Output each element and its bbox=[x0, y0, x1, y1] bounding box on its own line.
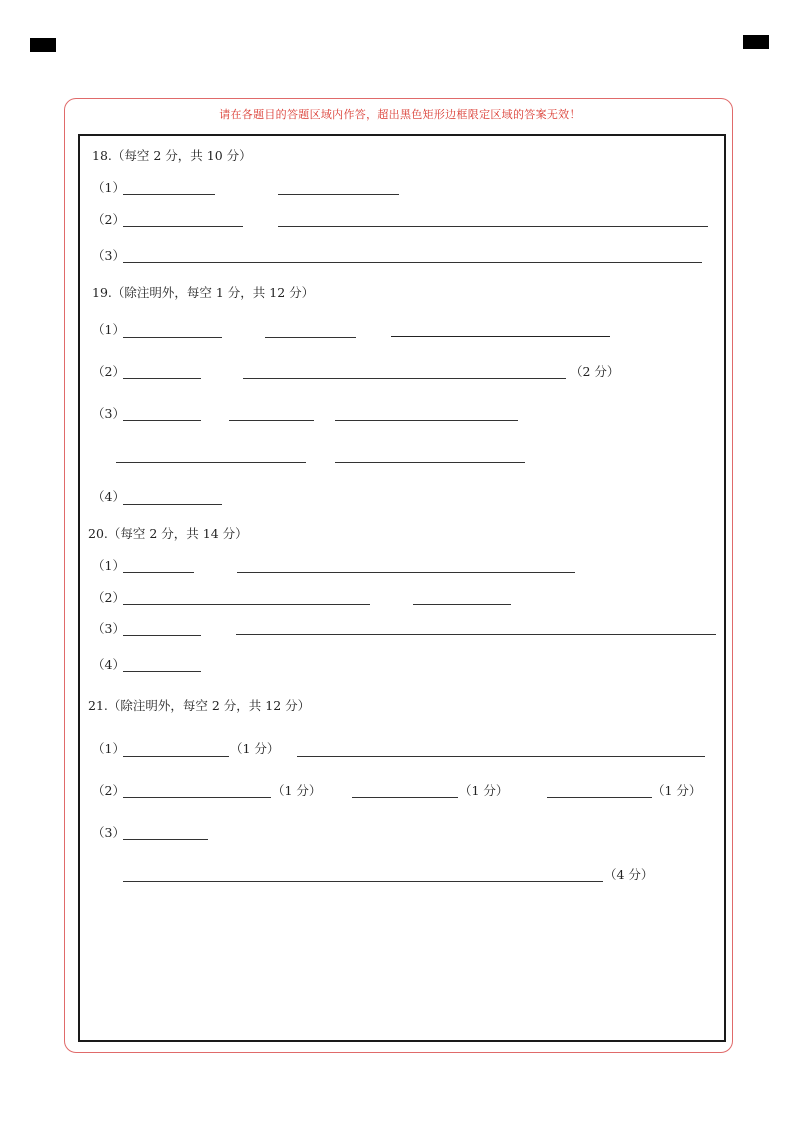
q20-part4-label: （4） bbox=[92, 657, 125, 672]
q18-part3-label: （3） bbox=[92, 248, 125, 263]
q21-1-blank-b[interactable] bbox=[297, 756, 705, 757]
q19-1-blank-a[interactable] bbox=[123, 337, 222, 338]
q21-2-points-b: （1 分） bbox=[459, 783, 509, 798]
q20-part2-label: （2） bbox=[92, 590, 125, 605]
q19-2-points: （2 分） bbox=[570, 364, 620, 379]
q21-2-points-c: （1 分） bbox=[652, 783, 702, 798]
q20-3-blank-b[interactable] bbox=[236, 634, 716, 635]
q19-3-blank-d[interactable] bbox=[116, 462, 306, 463]
q19-1-blank-c[interactable] bbox=[391, 336, 610, 337]
q21-part3-label: （3） bbox=[92, 825, 125, 840]
q21-2-blank-b[interactable] bbox=[352, 797, 458, 798]
q21-3-blank-a[interactable] bbox=[123, 839, 208, 840]
q19-3-blank-b[interactable] bbox=[229, 420, 314, 421]
q21-part1-label: （1） bbox=[92, 741, 125, 756]
q21-header: 21.（除注明外，每空 2 分，共 12 分） bbox=[88, 698, 311, 713]
q18-part2-label: （2） bbox=[92, 212, 125, 227]
q21-2-points-a: （1 分） bbox=[272, 783, 322, 798]
q19-header: 19.（除注明外，每空 1 分，共 12 分） bbox=[92, 285, 315, 300]
q18-3-blank[interactable] bbox=[123, 262, 702, 263]
q20-part1-label: （1） bbox=[92, 558, 125, 573]
answer-area-notice: 请在各题目的答题区域内作答，超出黑色矩形边框限定区域的答案无效！ bbox=[219, 108, 581, 121]
q19-1-blank-b[interactable] bbox=[265, 337, 356, 338]
q21-3-blank-b[interactable] bbox=[123, 881, 603, 882]
q21-2-blank-a[interactable] bbox=[123, 797, 271, 798]
q21-part2-label: （2） bbox=[92, 783, 125, 798]
q20-header: 20.（每空 2 分，共 14 分） bbox=[88, 526, 248, 541]
q21-3-points: （4 分） bbox=[604, 867, 654, 882]
q21-1-points: （1 分） bbox=[230, 741, 280, 756]
q18-2-blank-b[interactable] bbox=[278, 226, 708, 227]
q19-part2-label: （2） bbox=[92, 364, 125, 379]
q18-header: 18.（每空 2 分，共 10 分） bbox=[92, 148, 252, 163]
q20-4-blank[interactable] bbox=[123, 671, 201, 672]
q19-3-blank-a[interactable] bbox=[123, 420, 201, 421]
q20-1-blank-b[interactable] bbox=[237, 572, 575, 573]
alignment-mark-left bbox=[30, 38, 56, 52]
q20-2-blank-b[interactable] bbox=[413, 604, 511, 605]
q19-4-blank[interactable] bbox=[123, 504, 222, 505]
q19-part3-label: （3） bbox=[92, 406, 125, 421]
q18-1-blank-a[interactable] bbox=[123, 194, 215, 195]
q21-1-blank-a[interactable] bbox=[123, 756, 229, 757]
q20-1-blank-a[interactable] bbox=[123, 572, 194, 573]
q19-3-blank-c[interactable] bbox=[335, 420, 518, 421]
q19-part4-label: （4） bbox=[92, 489, 125, 504]
alignment-mark-right bbox=[743, 35, 769, 49]
q20-2-blank-a[interactable] bbox=[123, 604, 370, 605]
q19-2-blank-b[interactable] bbox=[243, 378, 566, 379]
q20-part3-label: （3） bbox=[92, 621, 125, 636]
q18-1-blank-b[interactable] bbox=[278, 194, 399, 195]
q18-2-blank-a[interactable] bbox=[123, 226, 243, 227]
answer-box bbox=[78, 134, 726, 1042]
q20-3-blank-a[interactable] bbox=[123, 635, 201, 636]
q19-part1-label: （1） bbox=[92, 322, 125, 337]
q19-2-blank-a[interactable] bbox=[123, 378, 201, 379]
q19-3-blank-e[interactable] bbox=[335, 462, 525, 463]
q18-part1-label: （1） bbox=[92, 180, 125, 195]
q21-2-blank-c[interactable] bbox=[547, 797, 652, 798]
